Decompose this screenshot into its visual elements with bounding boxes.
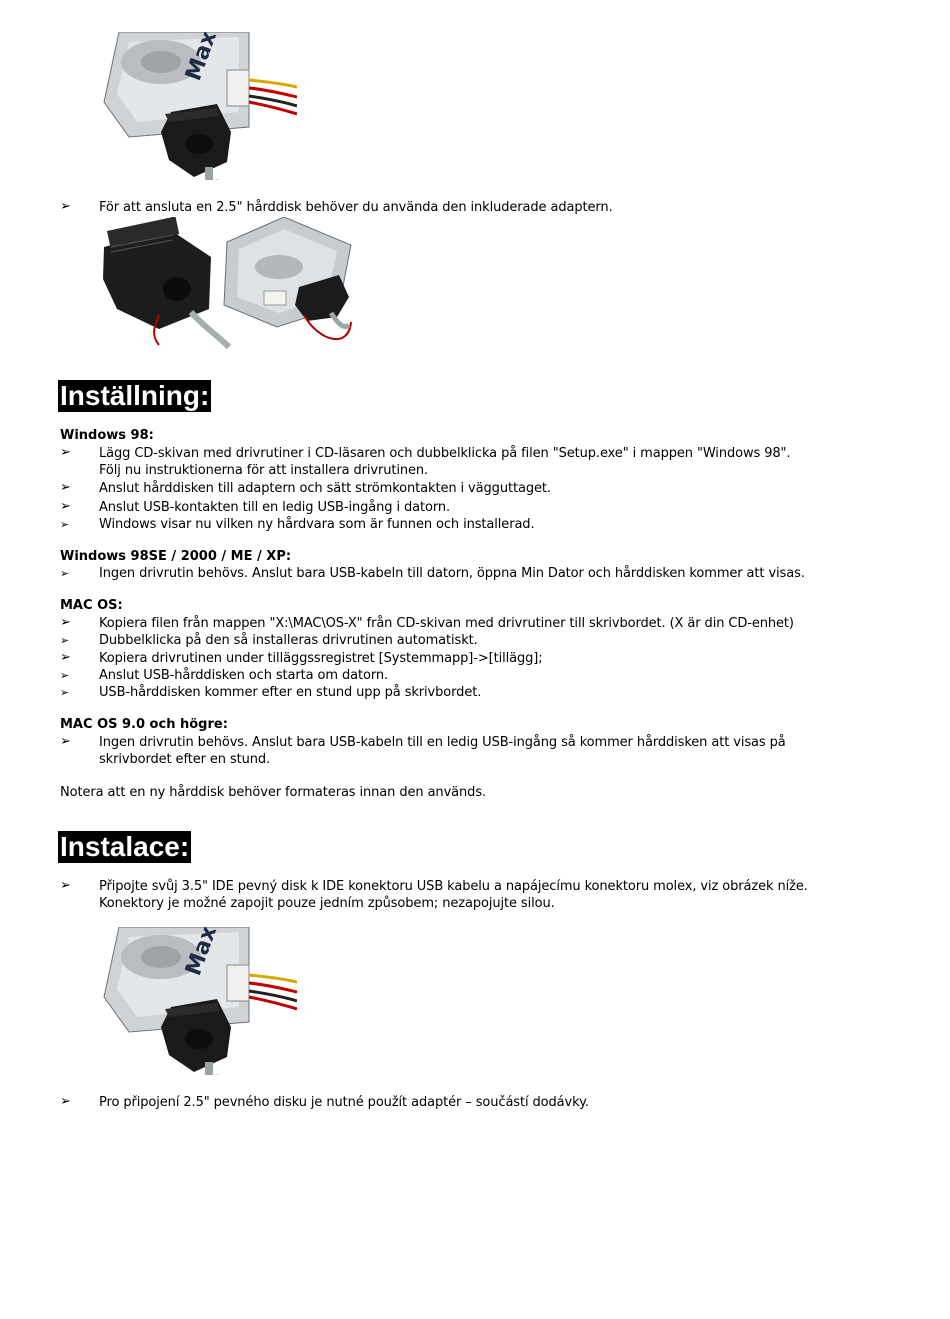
photo-hdd35-adapter-top [99,32,297,180]
bullet-arrow-icon: ➢ [60,518,70,531]
cz-item: Připojte svůj 3.5" IDE pevný disk k IDE konektoru USB kabelu a napájecímu konektoru molex, viz obrázek níže. Konektory je možné zapojit pouze jedním způsobem; nezapojujte silou. [99,879,808,911]
macos-item: Anslut USB-hårddisken och starta om datorn. [99,668,389,683]
macos-title: MAC OS: [60,598,123,613]
bullet-arrow-icon: ➢ [60,669,70,682]
macos-item: Dubbelklicka på den så installeras drivrutinen automatiskt. [99,633,478,648]
macos-item: Kopiera filen från mappen "X:\MAC\OS-X" från CD-skivan med drivrutiner till skrivbordet. (X är din CD-enhet) [99,616,794,631]
win98-item: Lägg CD-skivan med drivrutiner i CD-läsaren och dubbelklicka på filen "Setup.exe" i mappen "Windows 98". [99,446,791,461]
win98-item: Anslut hårddisken till adaptern och sätt strömkontakten i vägguttaget. [99,481,551,496]
sv-adapter-text: För att ansluta en 2.5" hårddisk behöver du använda den inkluderade adaptern. [99,200,613,215]
cz-item: Pro připojení 2.5" pevného disku je nutné použít adaptér – součástí dodávky. [99,1095,589,1110]
bullet-arrow-icon: ➢ [60,878,71,893]
bullet-arrow-icon: ➢ [60,199,71,214]
macos9-title: MAC OS 9.0 och högre: [60,717,228,732]
bullet-arrow-icon: ➢ [60,567,70,580]
macos-item: USB-hårddisken kommer efter en stund upp på skrivbordet. [99,685,482,700]
win98-item: Anslut USB-kontakten till en ledig USB-ingång i datorn. [99,500,451,515]
format-note: Notera att en ny hårddisk behöver formateras innan den används. [60,785,487,800]
bullet-arrow-icon: ➢ [60,650,71,665]
photo-hdd35-adapter-bottom [99,927,297,1075]
bullet-arrow-icon: ➢ [60,445,71,460]
cz-install-heading: Instalace: [60,831,190,862]
bullet-arrow-icon: ➢ [60,480,71,495]
win98-item: Följ nu instruktionerna för att installera drivrutinen. [99,463,429,478]
win98-item: Windows visar nu vilken ny hårdvara som är funnen och installerad. [99,517,535,532]
macos-item: Kopiera drivrutinen under tilläggssregistret [Systemmapp]->[tillägg]; [99,651,543,666]
win98se-title: Windows 98SE / 2000 / ME / XP: [60,549,292,564]
photo-hdd25-adapter [99,217,355,357]
bullet-arrow-icon: ➢ [60,499,71,514]
bullet-arrow-icon: ➢ [60,1094,71,1109]
bullet-arrow-icon: ➢ [60,615,71,630]
win98-title: Windows 98: [60,428,154,443]
bullet-arrow-icon: ➢ [60,734,71,749]
bullet-arrow-icon: ➢ [60,634,70,647]
macos9-item: Ingen drivrutin behövs. Anslut bara USB-kabeln till en ledig USB-ingång så kommer hårddisken att visas på skrivbordet efter en stund. [99,735,786,767]
sv-setup-heading: Inställning: [60,380,210,411]
bullet-arrow-icon: ➢ [60,686,70,699]
win98se-item: Ingen drivrutin behövs. Anslut bara USB-kabeln till datorn, öppna Min Dator och hårddisken kommer att visas. [99,566,805,581]
